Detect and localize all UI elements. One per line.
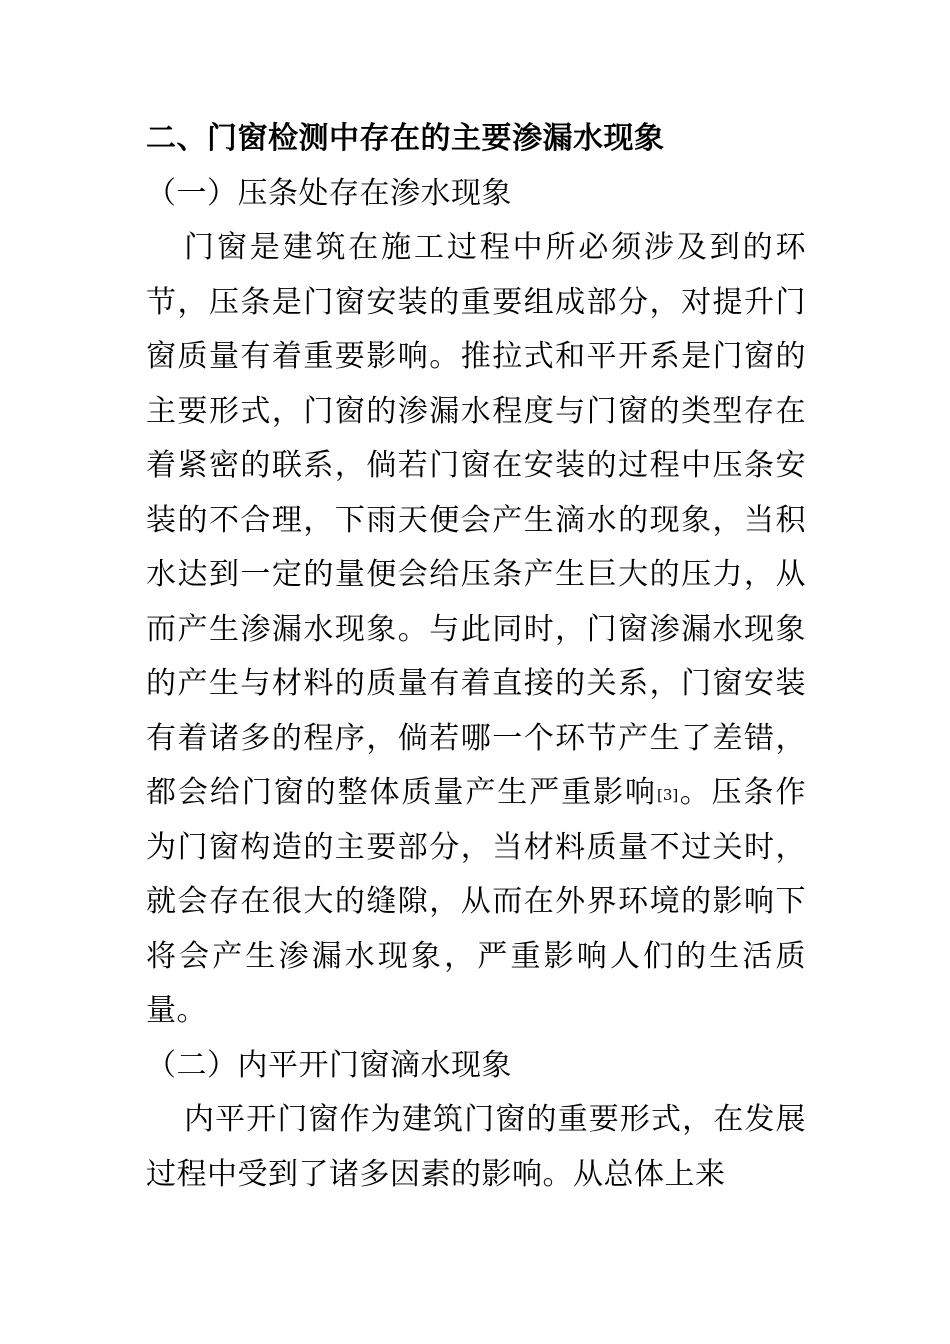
subsection-2-paragraph: 内平开门窗作为建筑门窗的重要形式，在发展过程中受到了诸多因素的影响。从总体上来 bbox=[146, 1102, 806, 1192]
subsection-1-title: （一）压条处存在渗水现象 bbox=[146, 175, 512, 211]
section-title: 二、门窗检测中存在的主要渗漏水现象 bbox=[146, 121, 665, 156]
document-body bbox=[146, 112, 806, 1202]
subsection-1-paragraph bbox=[146, 221, 806, 1039]
citation-reference: [3] bbox=[657, 786, 679, 804]
paragraph-text-before-citation: 门窗是建筑在施工过程中所必须涉及到的环节，压条是门窗安装的重要组成部分，对提升门窗质量有着重要影响。推拉式和平开系是门窗的主要形式，门窗的渗漏水程度与门窗的类型存在着紧密的联系，倘若门窗在安装的过程中压条安装的不合理，下雨天便会产生滴水的现象，当积水达到一定的量便会给压条产生巨大的压力，从而产生渗漏水现象。与此同时，门窗渗漏水现象的产生与材料的质量有着直接的关系，门窗安装有着诸多的程序，倘若哪一个环节产生了差错，都会给门窗的整体质量产生严重影响 bbox=[146, 230, 806, 810]
subsection-2-title: （二）内平开门窗滴水现象 bbox=[146, 1047, 512, 1083]
paragraph-text-after-citation: 。压条作为门窗构造的主要部分，当材料质量不过关时，就会存在很大的缝隙，从而在外界环境的影响下将会产生渗漏水现象，严重影响人们的生活质量。 bbox=[146, 775, 806, 1028]
